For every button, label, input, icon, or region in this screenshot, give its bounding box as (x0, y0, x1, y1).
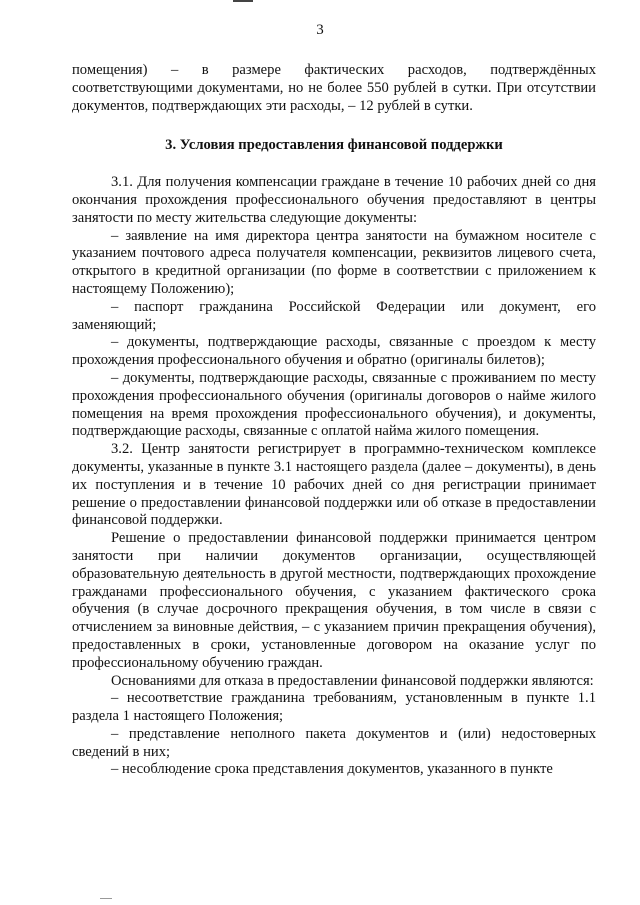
list-item-deadline-violation: – несоблюдение срока представления документов, указанного в пункте (111, 761, 553, 778)
document-body (72, 62, 596, 779)
paragraph-refusal-grounds: Основаниями для отказа в предоставлении финансовой поддержки являются: (111, 672, 594, 689)
list-item-passport: – паспорт гражданина Российской Федерации или документ, его заменяющий; (72, 298, 596, 333)
paragraph-3-1: 3.1. Для получения компенсации граждане в течение 10 рабочих дней со дня окончания прохождения профессионального обучения предоставляют в центры занятости по месту жительства следующие документы: (72, 174, 596, 226)
scan-artifact-mark (233, 0, 253, 2)
page-number: 3 (316, 22, 324, 38)
list-item-housing-documents: – документы, подтверждающие расходы, связанные с проживанием по месту прохождения профессионального обучения (оригиналы договоров о найме жилого помещения на время прохождения профессионального обучения), и документы, подтверждающие расходы, связанные с оплатой найма жилого помещения. (72, 369, 596, 440)
scan-artifact-corner (100, 898, 112, 899)
paragraph-3-2: 3.2. Центр занятости регистрирует в программно-техническом комплексе документы, указанные в пункте 3.1 настоящего раздела (далее – документы), в день их поступления и в течение 10 рабочих дней со дня регистрации принимает решение о предоставлении финансовой поддержки или об отказе в предоставлении финансовой поддержки. (72, 441, 596, 529)
paragraph-decision: Решение о предоставлении финансовой поддержки принимается центром занятости при наличии документов организации, осуществляющей образовательную деятельность в другой местности, подтверждающих прохождение гражданами профессионального обучения, с указанием фактического срока обучения (в случае досрочного прекращения обучения, в том числе в связи с отчислением за виновные действия, – с указанием причин прекращения обучения), предоставленных в сроки, установленные договором на оказание услуг по профессиональному обучению граждан. (72, 530, 596, 671)
list-item-travel-documents: – документы, подтверждающие расходы, связанные с проездом к месту прохождения профессионального обучения и обратно (оригиналы билетов); (72, 334, 596, 369)
list-item-incomplete-package: – представление неполного пакета документов и (или) недостоверных сведений в них; (72, 725, 596, 760)
list-item-application: – заявление на имя директора центра занятости на бумажном носителе с указанием почтового адреса получателя компенсации, реквизитов лицевого счета, открытого в кредитной организации (по форме в соответствии с приложением к настоящему Положению); (72, 227, 596, 297)
list-item-noncompliance: – несоответствие гражданина требованиям, установленным в пункте 1.1 раздела 1 настоящего Положения; (72, 690, 596, 725)
continuation-paragraph: помещения) – в размере фактических расходов, подтверждённых соответствующими документами, но не более 550 рублей в сутки. При отсутствии документов, подтверждающих эти расходы, – 12 рублей в сутки. (72, 62, 596, 114)
section-heading: 3. Условия предоставления финансовой поддержки (165, 137, 503, 154)
